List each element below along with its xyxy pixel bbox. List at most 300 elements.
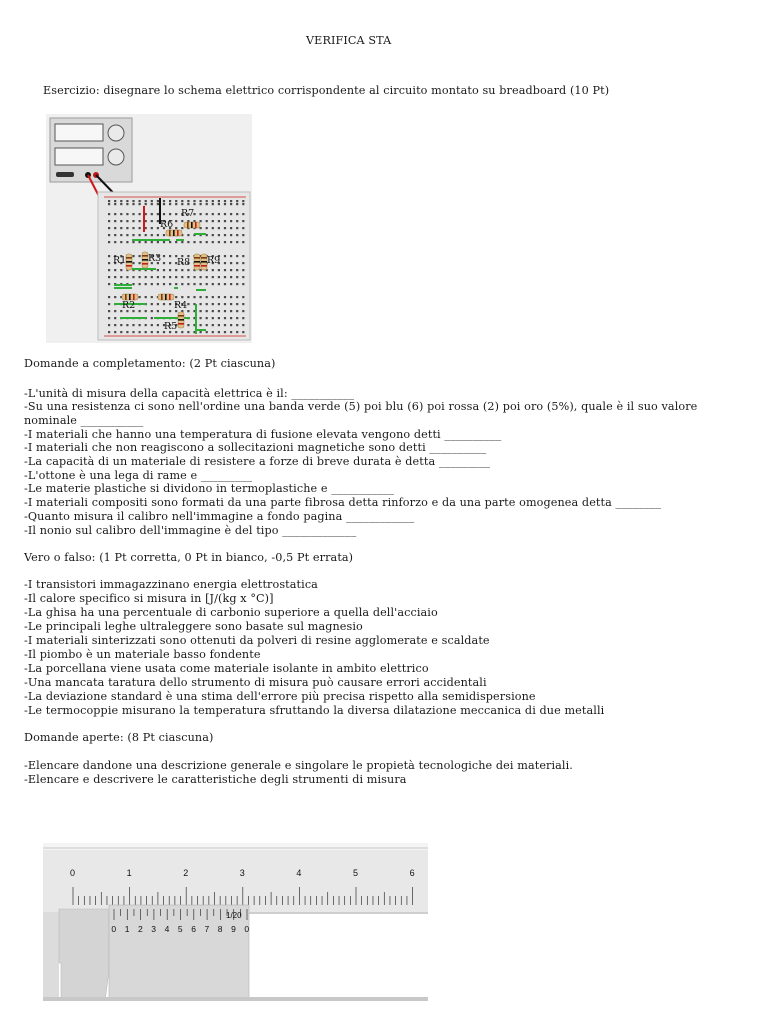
breadboard-hole: [114, 234, 116, 236]
breadboard-hole: [224, 317, 226, 319]
breadboard-hole: [224, 213, 226, 215]
breadboard-hole: [181, 276, 183, 278]
breadboard-hole: [236, 331, 238, 333]
breadboard-hole: [145, 310, 147, 312]
label-r8: R8: [177, 257, 191, 268]
breadboard-hole: [242, 269, 244, 271]
resistor: [184, 222, 200, 228]
breadboard-hole: [218, 303, 220, 305]
label-r4: R4: [174, 300, 188, 311]
breadboard-hole: [242, 276, 244, 278]
completamento-item: -I materiali che non reagiscono a sollecitazioni magnetiche sono detti __________: [24, 441, 487, 454]
breadboard-hole: [218, 234, 220, 236]
breadboard-hole: [108, 317, 110, 319]
breadboard-hole: [206, 324, 208, 326]
breadboard-hole: [230, 203, 232, 205]
breadboard-hole: [114, 269, 116, 271]
breadboard-hole: [163, 213, 165, 215]
breadboard-hole: [145, 200, 147, 202]
breadboard-hole: [145, 296, 147, 298]
breadboard-hole: [151, 220, 153, 222]
breadboard-hole: [114, 296, 116, 298]
breadboard-hole: [206, 227, 208, 229]
breadboard-hole: [139, 200, 141, 202]
breadboard-hole: [212, 317, 214, 319]
vernier-number: 6: [191, 924, 196, 934]
breadboard-hole: [108, 241, 110, 243]
breadboard-hole: [236, 296, 238, 298]
breadboard-hole: [236, 269, 238, 271]
vernier-number: 9: [231, 924, 236, 934]
breadboard-hole: [200, 324, 202, 326]
breadboard-hole: [151, 317, 153, 319]
breadboard-hole: [212, 283, 214, 285]
breadboard-hole: [218, 220, 220, 222]
breadboard-hole: [157, 310, 159, 312]
vernier-number: 5: [177, 924, 183, 934]
breadboard-hole: [169, 241, 171, 243]
breadboard-hole: [132, 283, 134, 285]
vernier-label: 1/20: [226, 911, 242, 920]
breadboard-hole: [224, 269, 226, 271]
breadboard-hole: [224, 255, 226, 257]
breadboard-hole: [175, 220, 177, 222]
breadboard-hole: [193, 276, 195, 278]
breadboard-hole: [206, 283, 208, 285]
breadboard-hole: [145, 324, 147, 326]
breadboard-hole: [120, 200, 122, 202]
breadboard-hole: [126, 200, 128, 202]
breadboard-hole: [200, 241, 202, 243]
main-scale-number: 4: [296, 868, 302, 878]
breadboard-hole: [120, 331, 122, 333]
breadboard-hole: [181, 269, 183, 271]
breadboard-hole: [200, 213, 202, 215]
breadboard-hole: [114, 200, 116, 202]
breadboard-hole: [132, 324, 134, 326]
breadboard-hole: [175, 213, 177, 215]
breadboard-hole: [157, 241, 159, 243]
breadboard-hole: [224, 310, 226, 312]
breadboard-hole: [139, 331, 141, 333]
breadboard-hole: [236, 203, 238, 205]
breadboard-hole: [206, 276, 208, 278]
breadboard-hole: [181, 200, 183, 202]
breadboard-hole: [230, 255, 232, 257]
breadboard-hole: [126, 331, 128, 333]
breadboard-hole: [181, 241, 183, 243]
breadboard-hole: [206, 203, 208, 205]
main-scale-number: 3: [239, 868, 245, 878]
breadboard-hole: [187, 283, 189, 285]
resistor: [194, 254, 200, 270]
vernier-number: 2: [138, 924, 143, 934]
breadboard-hole: [126, 220, 128, 222]
main-scale-number: 5: [353, 868, 359, 878]
breadboard-hole: [212, 303, 214, 305]
breadboard-hole: [200, 220, 202, 222]
label-r9: R9: [207, 255, 221, 266]
breadboard-hole: [151, 213, 153, 215]
main-scale-number: 2: [183, 868, 189, 878]
breadboard-hole: [206, 296, 208, 298]
breadboard-hole: [108, 234, 110, 236]
breadboard-hole: [139, 283, 141, 285]
breadboard-hole: [114, 331, 116, 333]
breadboard-hole: [236, 227, 238, 229]
breadboard-hole: [151, 324, 153, 326]
exercise-text: Esercizio: disegnare lo schema elettrico corrispondente al circuito montato su breadboard (10 Pt): [43, 84, 610, 97]
breadboard-hole: [242, 310, 244, 312]
breadboard-hole: [169, 255, 171, 257]
caliper-image: [43, 843, 428, 1001]
breadboard-hole: [230, 310, 232, 312]
breadboard-hole: [139, 262, 141, 264]
breadboard-hole: [206, 310, 208, 312]
breadboard-hole: [175, 203, 177, 205]
breadboard-hole: [206, 213, 208, 215]
breadboard-hole: [114, 220, 116, 222]
breadboard-hole: [114, 213, 116, 215]
breadboard-hole: [145, 276, 147, 278]
breadboard-hole: [224, 241, 226, 243]
breadboard-hole: [230, 220, 232, 222]
breadboard-hole: [224, 276, 226, 278]
breadboard-hole: [200, 303, 202, 305]
breadboard-hole: [151, 310, 153, 312]
breadboard-hole: [224, 203, 226, 205]
breadboard-hole: [163, 269, 165, 271]
breadboard-hole: [157, 303, 159, 305]
breadboard-hole: [242, 200, 244, 202]
breadboard-hole: [181, 227, 183, 229]
breadboard-hole: [108, 310, 110, 312]
breadboard-hole: [193, 200, 195, 202]
breadboard-hole: [181, 283, 183, 285]
breadboard-hole: [218, 241, 220, 243]
vero-falso-item: -La porcellana viene usata come materiale isolante in ambito elettrico: [24, 662, 429, 675]
breadboard-image: [46, 114, 252, 343]
breadboard-hole: [193, 283, 195, 285]
breadboard-hole: [139, 276, 141, 278]
breadboard-hole: [126, 276, 128, 278]
breadboard-hole: [157, 269, 159, 271]
breadboard-hole: [151, 331, 153, 333]
breadboard-hole: [108, 227, 110, 229]
breadboard-hole: [212, 213, 214, 215]
breadboard-hole: [236, 276, 238, 278]
label-r2: R2: [122, 300, 136, 311]
breadboard-hole: [139, 255, 141, 257]
breadboard-hole: [193, 241, 195, 243]
breadboard-hole: [218, 331, 220, 333]
breadboard-hole: [157, 283, 159, 285]
breadboard-hole: [187, 200, 189, 202]
breadboard-hole: [120, 203, 122, 205]
breadboard-hole: [212, 241, 214, 243]
breadboard-hole: [236, 303, 238, 305]
breadboard-hole: [169, 283, 171, 285]
breadboard-hole: [108, 203, 110, 205]
breadboard-hole: [242, 234, 244, 236]
breadboard-hole: [151, 303, 153, 305]
vero-falso-item: -Il calore specifico si misura in [J/(kg x °C)]: [24, 592, 274, 605]
breadboard-hole: [145, 283, 147, 285]
main-scale-number: 6: [409, 868, 415, 878]
breadboard-hole: [187, 331, 189, 333]
breadboard-hole: [193, 296, 195, 298]
breadboard-hole: [114, 317, 116, 319]
breadboard-hole: [200, 296, 202, 298]
breadboard-hole: [230, 213, 232, 215]
breadboard-hole: [157, 324, 159, 326]
breadboard-hole: [224, 262, 226, 264]
breadboard-hole: [120, 213, 122, 215]
breadboard-hole: [132, 241, 134, 243]
breadboard-hole: [163, 262, 165, 264]
breadboard-hole: [132, 276, 134, 278]
breadboard-hole: [157, 331, 159, 333]
breadboard-hole: [120, 241, 122, 243]
breadboard-hole: [236, 241, 238, 243]
breadboard-hole: [187, 203, 189, 205]
breadboard-hole: [242, 213, 244, 215]
breadboard-hole: [151, 276, 153, 278]
breadboard-hole: [169, 213, 171, 215]
breadboard-hole: [230, 296, 232, 298]
breadboard-hole: [114, 276, 116, 278]
breadboard-hole: [236, 324, 238, 326]
breadboard-hole: [242, 303, 244, 305]
breadboard-hole: [224, 324, 226, 326]
breadboard-hole: [108, 276, 110, 278]
breadboard-hole: [181, 220, 183, 222]
breadboard-hole: [108, 283, 110, 285]
main-scale-number: 1: [126, 868, 132, 878]
breadboard-hole: [151, 283, 153, 285]
breadboard-hole: [132, 213, 134, 215]
breadboard-hole: [151, 227, 153, 229]
vero-falso-item: -Le termocoppie misurano la temperatura sfruttando la diversa dilatazione meccanica di due metalli: [24, 704, 605, 717]
breadboard-hole: [236, 255, 238, 257]
breadboard-hole: [108, 213, 110, 215]
breadboard-hole: [224, 227, 226, 229]
breadboard-hole: [187, 234, 189, 236]
vero-falso-item: -Una mancata taratura dello strumento di misura può causare errori accidentali: [24, 676, 487, 689]
breadboard-hole: [108, 200, 110, 202]
breadboard-hole: [157, 276, 159, 278]
breadboard-hole: [187, 303, 189, 305]
breadboard-hole: [120, 220, 122, 222]
breadboard-hole: [224, 234, 226, 236]
breadboard-hole: [236, 262, 238, 264]
main-scale-number: 0: [70, 868, 76, 878]
breadboard-hole: [139, 234, 141, 236]
breadboard-hole: [236, 317, 238, 319]
breadboard-hole: [206, 200, 208, 202]
breadboard-hole: [236, 220, 238, 222]
breadboard-hole: [224, 200, 226, 202]
breadboard-hole: [108, 255, 110, 257]
breadboard-hole: [242, 283, 244, 285]
breadboard-hole: [212, 310, 214, 312]
completamento-item: -I materiali che hanno una temperatura di fusione elevata vengono detti __________: [24, 428, 502, 441]
breadboard-hole: [114, 324, 116, 326]
document-title: VERIFICA STA: [306, 34, 392, 47]
breadboard-hole: [163, 241, 165, 243]
breadboard-hole: [200, 276, 202, 278]
breadboard-hole: [169, 269, 171, 271]
resistor: [126, 254, 132, 270]
breadboard-hole: [139, 296, 141, 298]
breadboard-hole: [175, 276, 177, 278]
completamento-item: -Il nonio sul calibro dell'immagine è del tipo _____________: [24, 524, 357, 537]
breadboard-hole: [181, 203, 183, 205]
breadboard-hole: [151, 241, 153, 243]
breadboard-hole: [163, 310, 165, 312]
breadboard-hole: [114, 310, 116, 312]
breadboard-hole: [145, 241, 147, 243]
breadboard-hole: [224, 220, 226, 222]
completamento-item: -Le materie plastiche si dividono in termoplastiche e ___________: [24, 482, 394, 495]
breadboard-hole: [175, 227, 177, 229]
breadboard-hole: [139, 324, 141, 326]
breadboard-hole: [157, 220, 159, 222]
breadboard-hole: [230, 269, 232, 271]
breadboard-hole: [230, 331, 232, 333]
completamento-item: -Su una resistenza ci sono nell'ordine una banda verde (5) poi blu (6) poi rossa (2) poi oro (5%), quale è il suo valore nominale ___________: [24, 400, 698, 427]
breadboard-hole: [120, 276, 122, 278]
breadboard-hole: [218, 276, 220, 278]
vernier-number: 0: [111, 924, 117, 934]
breadboard-hole: [212, 227, 214, 229]
breadboard-hole: [218, 227, 220, 229]
breadboard-hole: [139, 213, 141, 215]
breadboard-hole: [163, 283, 165, 285]
breadboard-hole: [230, 324, 232, 326]
aperte-item: -Elencare e descrivere le caratteristiche degli strumenti di misura: [24, 773, 407, 786]
breadboard-hole: [242, 203, 244, 205]
vero-falso-heading: Vero o falso: (1 Pt corretta, 0 Pt in bianco, -0,5 Pt errata): [24, 551, 354, 564]
breadboard-hole: [163, 234, 165, 236]
breadboard-hole: [175, 241, 177, 243]
breadboard-hole: [132, 234, 134, 236]
breadboard-hole: [218, 296, 220, 298]
breadboard-hole: [242, 241, 244, 243]
vero-falso-item: -La ghisa ha una percentuale di carbonio superiore a quella dell'acciaio: [24, 606, 438, 619]
breadboard-hole: [114, 203, 116, 205]
vernier-number: 0: [244, 924, 250, 934]
breadboard-hole: [151, 296, 153, 298]
main-scale: [43, 850, 428, 912]
breadboard-hole: [218, 203, 220, 205]
breadboard-hole: [169, 310, 171, 312]
completamento-item: -I materiali compositi sono formati da una parte fibrosa detta rinforzo e da una parte omogenea detta ________: [24, 496, 662, 509]
breadboard-hole: [169, 262, 171, 264]
breadboard-hole: [120, 234, 122, 236]
breadboard-hole: [218, 310, 220, 312]
breadboard-hole: [242, 255, 244, 257]
breadboard-hole: [187, 241, 189, 243]
breadboard-hole: [126, 227, 128, 229]
breadboard-hole: [108, 269, 110, 271]
breadboard-hole: [236, 283, 238, 285]
breadboard-hole: [175, 296, 177, 298]
resistor: [178, 312, 184, 328]
breadboard-hole: [212, 324, 214, 326]
breadboard-hole: [139, 220, 141, 222]
breadboard-hole: [242, 227, 244, 229]
completamento-item: -Quanto misura il calibro nell'immagine a fondo pagina ____________: [24, 510, 415, 523]
breadboard-hole: [108, 303, 110, 305]
completamento-item: -L'ottone è una lega di rame e _________: [24, 469, 253, 482]
aperte-item: -Elencare dandone una descrizione generale e singolare le propietà tecnologiche dei materiali.: [24, 759, 573, 772]
breadboard-hole: [200, 203, 202, 205]
breadboard-hole: [212, 203, 214, 205]
breadboard-hole: [157, 234, 159, 236]
resistor: [158, 294, 174, 300]
breadboard-hole: [132, 220, 134, 222]
breadboard-hole: [230, 283, 232, 285]
resistor: [166, 230, 182, 236]
breadboard-hole: [218, 283, 220, 285]
breadboard-hole: [206, 241, 208, 243]
breadboard-hole: [212, 269, 214, 271]
breadboard-hole: [132, 227, 134, 229]
breadboard-hole: [242, 317, 244, 319]
breadboard-hole: [126, 203, 128, 205]
breadboard-hole: [218, 213, 220, 215]
breadboard-hole: [120, 324, 122, 326]
breadboard-hole: [181, 331, 183, 333]
vernier-number: 1: [124, 924, 130, 934]
breadboard-hole: [230, 317, 232, 319]
breadboard-hole: [132, 200, 134, 202]
vernier-number: 4: [164, 924, 170, 934]
breadboard-hole: [175, 200, 177, 202]
breadboard-hole: [187, 324, 189, 326]
breadboard-hole: [212, 234, 214, 236]
breadboard-hole: [187, 310, 189, 312]
breadboard-hole: [200, 310, 202, 312]
breadboard-hole: [132, 203, 134, 205]
breadboard-hole: [163, 276, 165, 278]
breadboard-hole: [187, 276, 189, 278]
breadboard-hole: [206, 303, 208, 305]
label-r1: R1: [113, 255, 127, 266]
breadboard-hole: [200, 331, 202, 333]
breadboard-hole: [132, 262, 134, 264]
breadboard-hole: [224, 331, 226, 333]
breadboard-hole: [230, 276, 232, 278]
completamento-item: -L'unità di misura della capacità elettrica è il: ___________: [24, 387, 355, 400]
breadboard-hole: [212, 200, 214, 202]
breadboard-hole: [120, 227, 122, 229]
breadboard-hole: [187, 296, 189, 298]
label-r3: R3: [148, 253, 162, 264]
label-r7: R7: [181, 208, 195, 219]
breadboard-hole: [151, 234, 153, 236]
vero-falso-item: -I materiali sinterizzati sono ottenuti da polveri di resine agglomerate e scaldate: [24, 634, 490, 647]
breadboard-hole: [157, 200, 159, 202]
breadboard-hole: [139, 241, 141, 243]
breadboard-hole: [212, 220, 214, 222]
breadboard-hole: [108, 296, 110, 298]
breadboard-hole: [108, 331, 110, 333]
breadboard-hole: [224, 303, 226, 305]
breadboard-hole: [230, 200, 232, 202]
breadboard-hole: [163, 200, 165, 202]
